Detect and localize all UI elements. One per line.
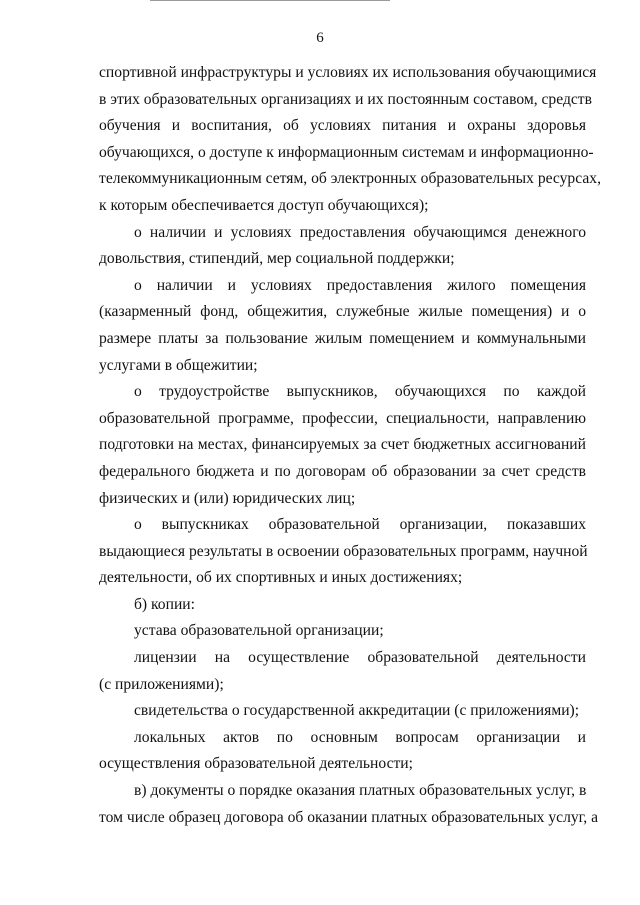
text-line: телекоммуникационным сетям, об электронных образовательных ресурсах,: [99, 170, 601, 188]
text-line: свидетельства о государственной аккредитации (с приложениями);: [134, 702, 580, 720]
text-line: в этих образовательных организациях и их постоянным составом, средств: [99, 90, 592, 108]
text-line: подготовки на местах, финансируемых за счет бюджетных ассигнований: [99, 436, 586, 454]
text-line: услугами в общежитии;: [99, 356, 258, 374]
text-line: размере платы за пользование жилым помещением и коммунальными: [99, 329, 586, 347]
page-number: 6: [316, 30, 324, 46]
scan-edge-line: [150, 0, 390, 1]
text-line: образовательной программе, профессии, специальности, направлению: [99, 409, 586, 427]
text-line: деятельности, об их спортивных и иных достижениях;: [99, 569, 463, 587]
text-line: о трудоустройстве выпускников, обучающихся по каждой: [134, 383, 586, 401]
text-line: о наличии и условиях предоставления обучающимся денежного: [134, 223, 586, 241]
text-line: федерального бюджета и по договорам об образовании за счет средств: [99, 462, 586, 480]
text-line: б) копии:: [134, 595, 195, 613]
text-line: (казарменный фонд, общежития, служебные жилые помещения) и о: [99, 303, 586, 321]
document-body: [99, 60, 601, 831]
text-line: обучения и воспитания, об условиях питания и охраны здоровья: [99, 117, 586, 135]
text-line: лицензии на осуществление образовательной деятельности: [134, 649, 586, 667]
text-line: о наличии и условиях предоставления жилого помещения: [134, 276, 586, 294]
text-line: спортивной инфраструктуры и условиях их использования обучающимися: [99, 64, 597, 81]
text-line: том числе образец договора об оказании платных образовательных услуг, а: [99, 808, 599, 826]
text-line: устава образовательной организации;: [134, 622, 384, 640]
text-line: выдающиеся результаты в освоении образовательных программ, научной: [99, 542, 588, 560]
text-line: в) документы о порядке оказания платных образовательных услуг, в: [134, 782, 587, 800]
text-line: осуществления образовательной деятельности;: [99, 755, 413, 773]
text-line: физических и (или) юридических лиц;: [99, 489, 356, 507]
text-line: (с приложениями);: [99, 675, 224, 693]
text-line: довольствия, стипендий, мер социальной поддержки;: [99, 250, 455, 268]
text-line: обучающихся, о доступе к информационным системам и информационно-: [99, 143, 594, 161]
text-line: локальных актов по основным вопросам организации и: [134, 728, 586, 746]
text-line: о выпускниках образовательной организации, показавших: [134, 516, 586, 534]
text-line: к которым обеспечивается доступ обучающихся);: [99, 196, 429, 214]
